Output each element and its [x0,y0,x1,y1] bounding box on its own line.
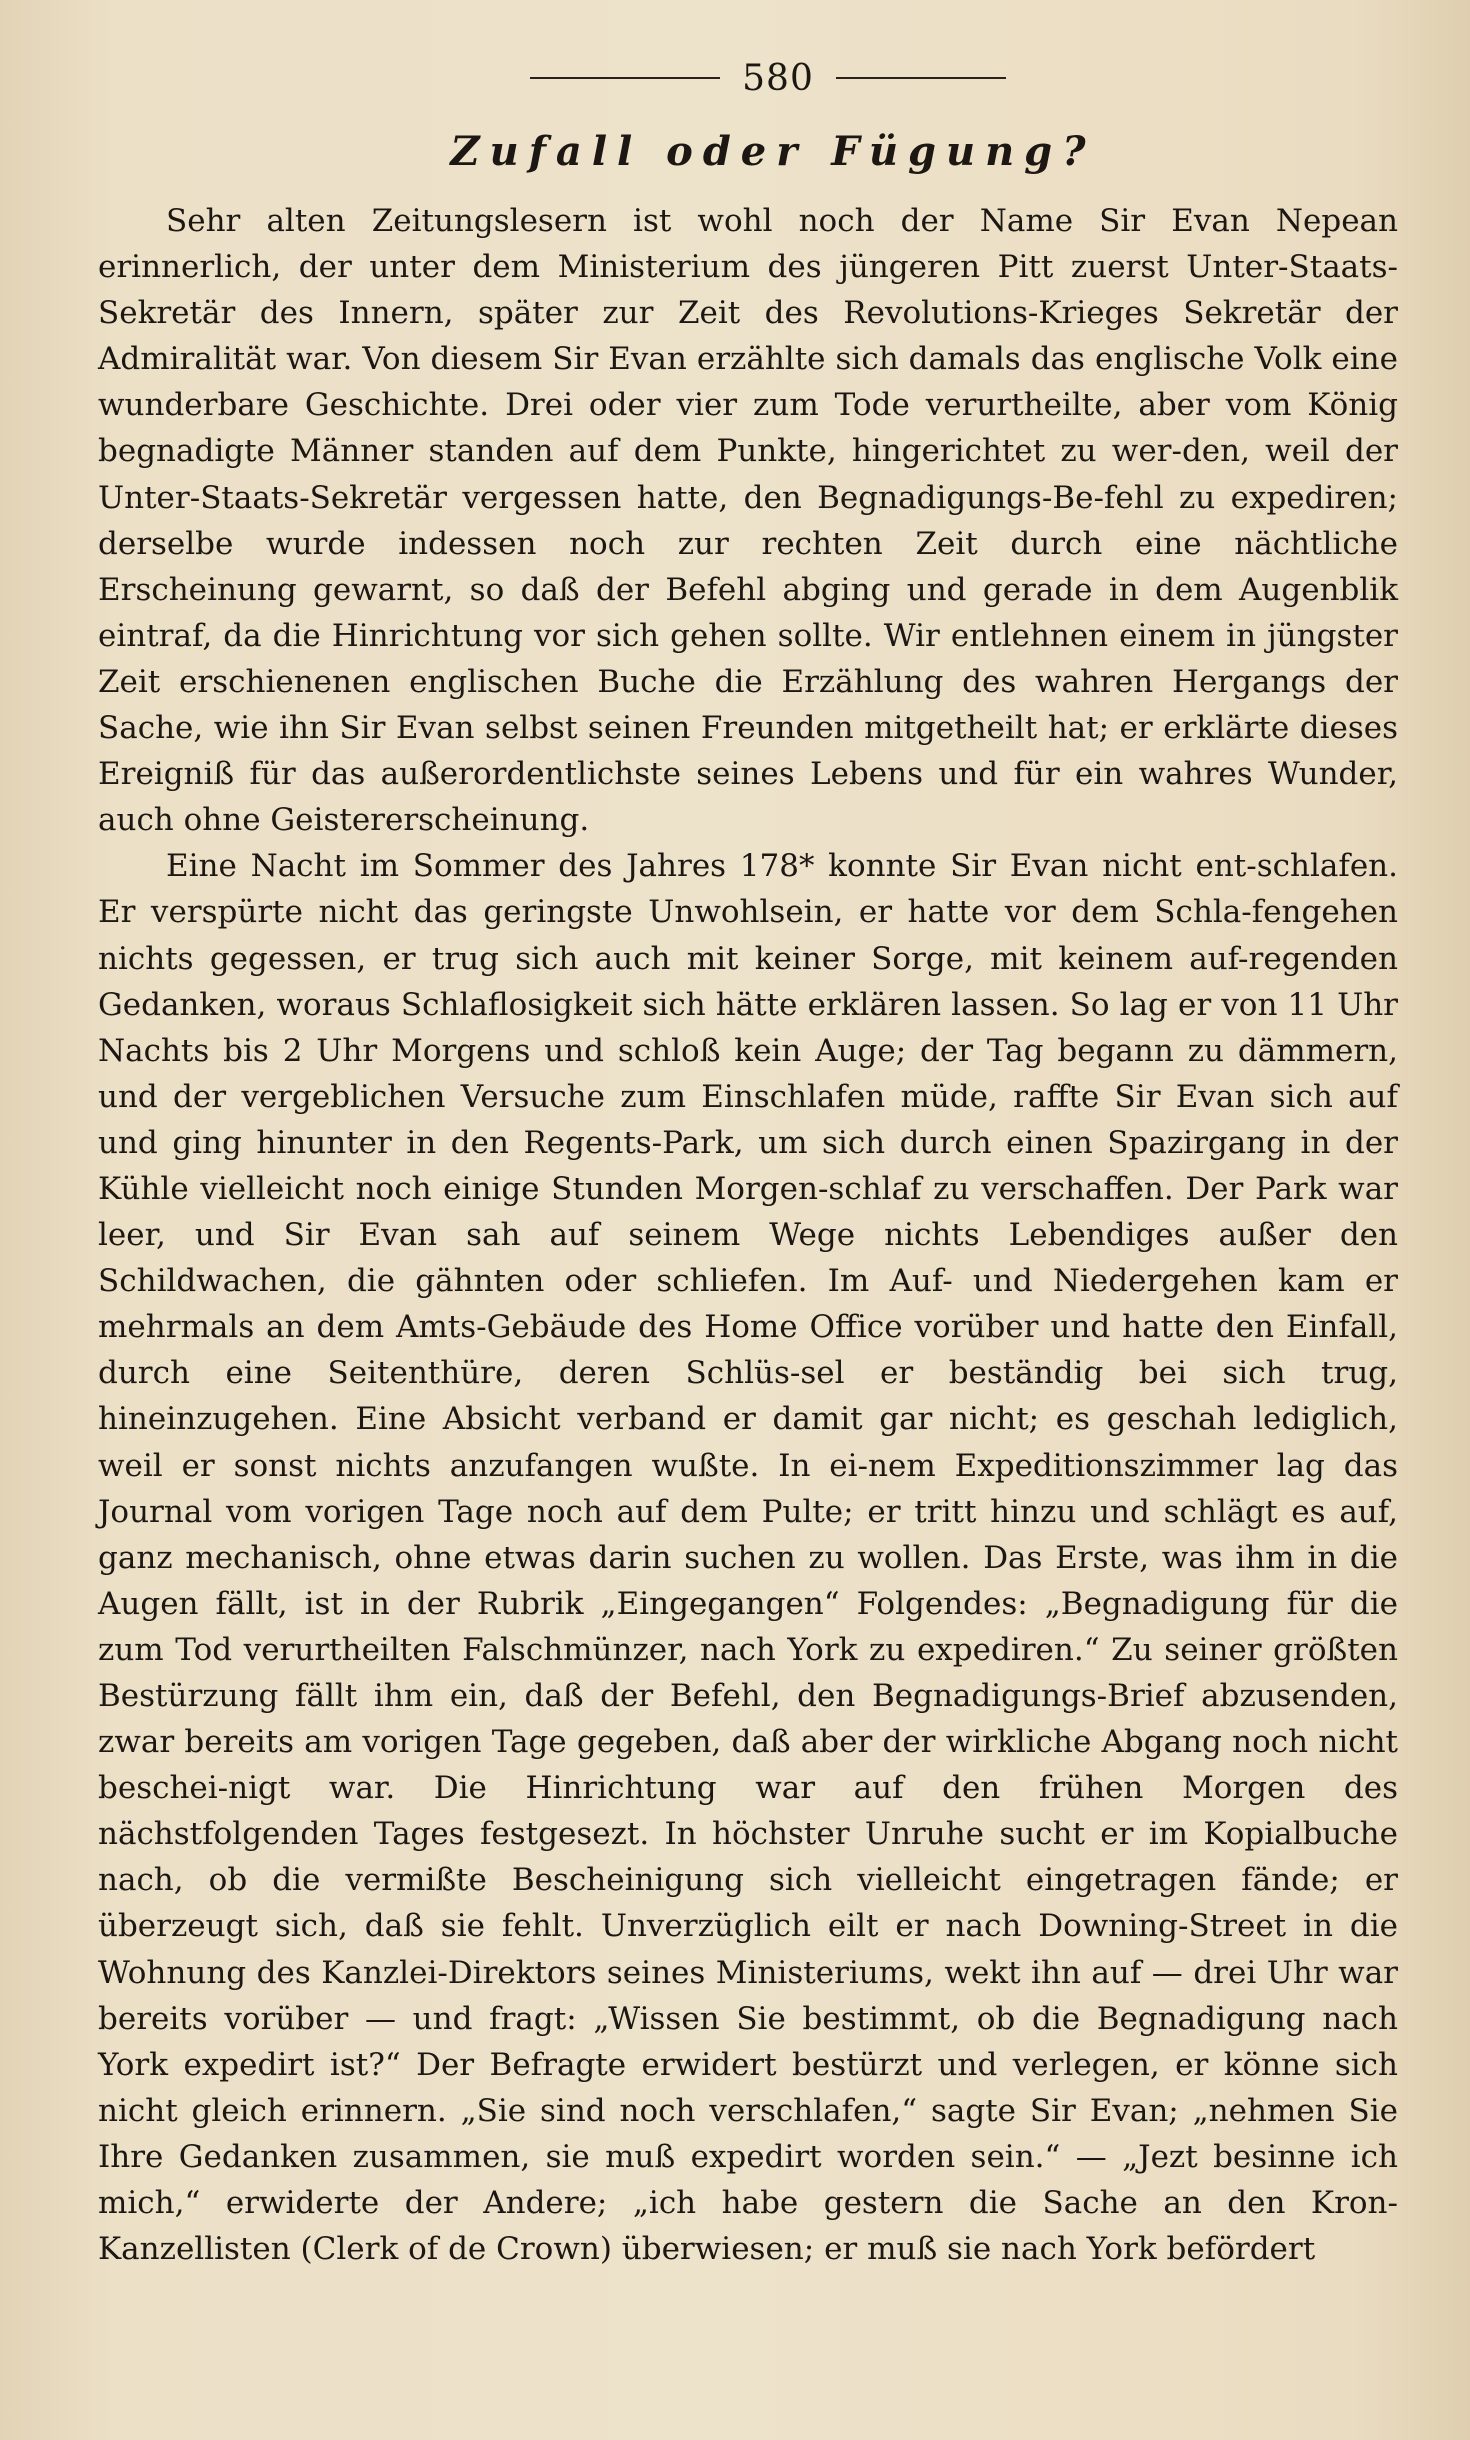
article-body [98,198,1398,2272]
page-number: 580 [742,57,814,99]
page-header [138,48,1398,108]
article-title: Zufall oder Fügung? [450,128,1096,175]
header-rule-right [836,77,1006,79]
header-rule-left [530,77,720,79]
paragraph-2: Eine Nacht im Sommer des Jahres 178* konnte Sir Evan nicht ent-schlafen. Er verspürte nicht das geringste Unwohlsein, er hatte vor dem Schla-fengehen nichts gegessen, er trug sich auch mit keiner Sorge, mit keinem auf-regenden Gedanken, woraus Schlaflosigkeit sich hätte erklären lassen. So lag er von 11 Uhr Nachts bis 2 Uhr Morgens und schloß kein Auge; der Tag begann zu dämmern, und der vergeblichen Versuche zum Einschlafen müde, raffte Sir Evan sich auf und ging hinunter in den Regents-Park, um sich durch einen Spazirgang in der Kühle vielleicht noch einige Stunden Morgen-schlaf zu verschaffen. Der Park war leer, und Sir Evan sah auf seinem Wege nichts Lebendiges außer den Schildwachen, die gähnten oder schliefen. Im Auf- und Niedergehen kam er mehrmals an dem Amts-Gebäude des Home Office vorüber und hatte den Einfall, durch eine Seitenthüre, deren Schlüs-sel er beständig bei sich trug, hineinzugehen. Eine Absicht verband er damit gar nicht; es geschah lediglich, weil er sonst nichts anzufangen wußte. In ei-nem Expeditionszimmer lag das Journal vom vorigen Tage noch auf dem Pulte; er tritt hinzu und schlägt es auf, ganz mechanisch, ohne etwas darin suchen zu wollen. Das Erste, was ihm in die Augen fällt, ist in der Rubrik „Eingegangen“ Folgendes: „Begnadigung für die zum Tod verurtheilten Falschmünzer, nach York zu expediren.“ Zu seiner größten Bestürzung fällt ihm ein, daß der Befehl, den Begnadigungs-Brief abzusenden, zwar bereits am vorigen Tage gegeben, daß aber der wirkliche Abgang noch nicht beschei-nigt war. Die Hinrichtung war auf den frühen Morgen des nächstfolgenden Tages festgesezt. In höchster Unruhe sucht er im Kopialbuche nach, ob die vermißte Bescheinigung sich vielleicht eingetragen fände; er überzeugt sich, daß sie fehlt. Unverzüglich eilt er nach Downing-Street in die Wohnung des Kanzlei-Direktors seines Ministeriums, wekt ihn auf — drei Uhr war bereits vorüber — und fragt: „Wissen Sie bestimmt, ob die Begnadigung nach York expedirt ist?“ Der Befragte erwidert bestürzt und verlegen, er könne sich nicht gleich erinnern. „Sie sind noch verschlafen,“ sagte Sir Evan; „nehmen Sie Ihre Gedanken zusammen, sie muß expedirt worden sein.“ — „Jezt besinne ich mich,“ erwiderte der Andere; „ich habe gestern die Sache an den Kron-Kanzellisten (Clerk of de Crown) überwiesen; er muß sie nach York befördert [98,848,1398,2268]
paragraph-1: Sehr alten Zeitungslesern ist wohl noch der Name Sir Evan Nepean erinnerlich, der unter dem Ministerium des jüngeren Pitt zuerst Unter-Staats-Sekretär des Innern, später zur Zeit des Revolutions-Krieges Sekretär der Admiralität war. Von diesem Sir Evan erzählte sich damals das englische Volk eine wunderbare Geschichte. Drei oder vier zum Tode verurtheilte, aber vom König begnadigte Männer standen auf dem Punkte, hingerichtet zu wer-den, weil der Unter-Staats-Sekretär vergessen hatte, den Begnadigungs-Be-fehl zu expediren; derselbe wurde indessen noch zur rechten Zeit durch eine nächtliche Erscheinung gewarnt, so daß der Befehl abging und gerade in dem Augenblik eintraf, da die Hinrichtung vor sich gehen sollte. Wir entlehnen einem in jüngster Zeit erschienenen englischen Buche die Erzählung des wahren Hergangs der Sache, wie ihn Sir Evan selbst seinen Freunden mitgetheilt hat; er erklärte dieses Ereigniß für das außerordentlichste seines Lebens und für ein wahres Wunder, auch ohne Geistererscheinung. [98,203,1398,839]
